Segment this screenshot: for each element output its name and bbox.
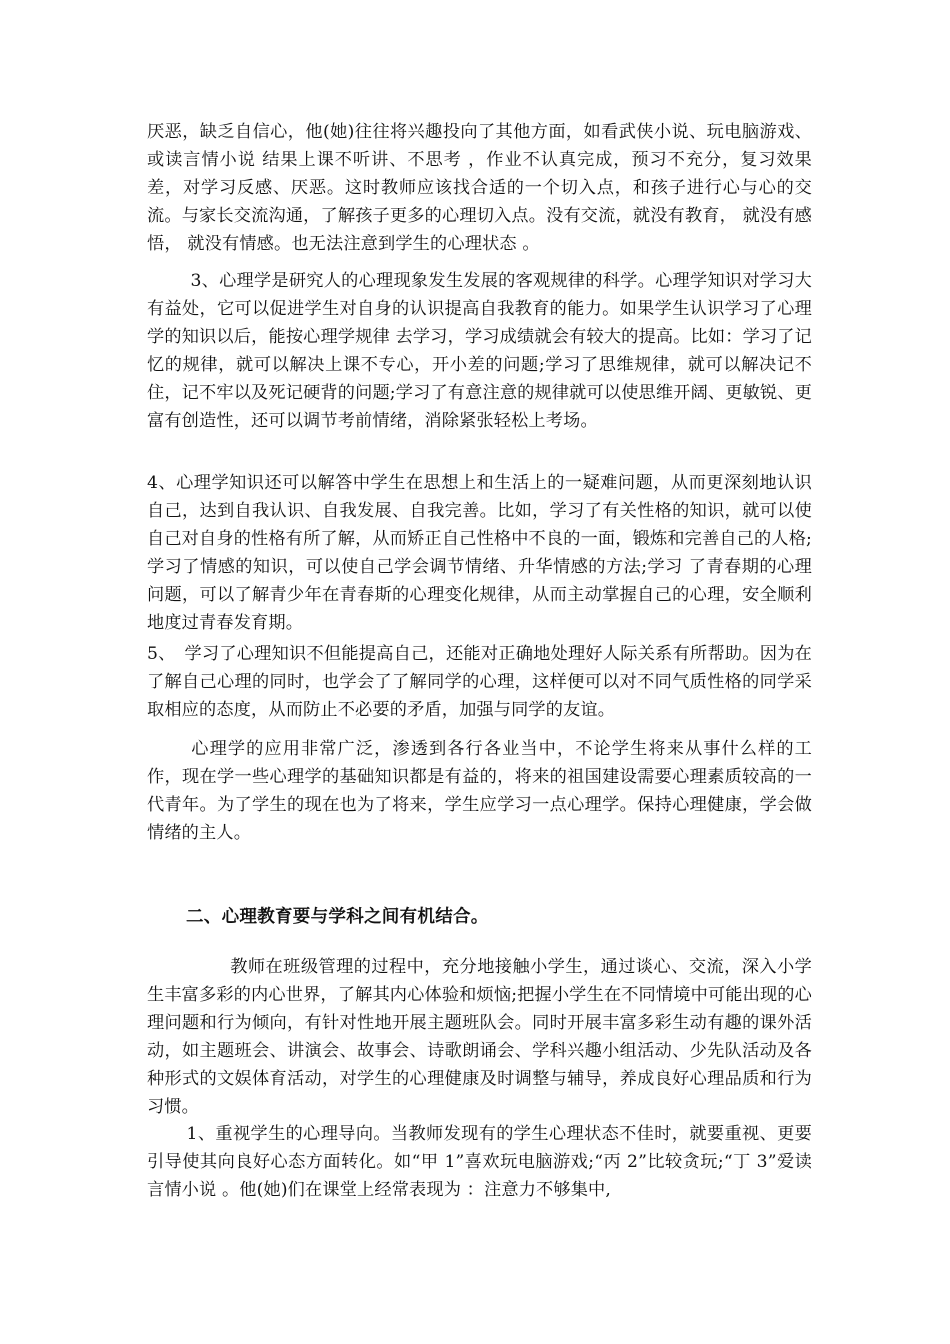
paragraph-point-5: 5、 学习了心理知识不但能提高自己，还能对正确地处理好人际关系有所帮助。因为在了解自己心理的同时，也学会了了解同学的心理，这样便可以对不同气质性格的同学采取相应的态度，从而防止不必要的矛盾，加强与同学的友谊。 xyxy=(147,644,812,720)
paragraph-point-3: 3、心理学是研究人的心理现象发生发展的客观规律的科学。心理学知识对学习大有益处，它可以促进学生对自身的认识提高自我教育的能力。如果学生认识学习了心理学的知识以后，能按心理学规律 去学习，学习成绩就会有较大的提高。比如：学习了记忆的规律，就可以解决上课不专心，开小差的问题;学习了思维规律，就可以解决记不住，记不牢以及死记硬背的问题;学习了有意注意的规律就可以使思维开阔、更敏锐、更富有创造性，还可以调节考前情绪，消除紧张轻松上考场。 xyxy=(147,271,812,431)
paragraph-point-1: 1、重视学生的心理导向。当教师发现有的学生心理状态不佳时，就要重视、更要引导使其向良好心态方面转化。如“甲 1”喜欢玩电脑游戏;“丙 2”比较贪玩;“丁 3”爱读言情小说 。他(她)们在课堂上经常表现为 ：注意力不够集中, xyxy=(147,1124,812,1200)
paragraph-conclusion: 心理学的应用非常广泛，渗透到各行各业当中，不论学生将来从事什么样的工作，现在学一些心理学的基础知识都是有益的，将来的祖国建设需要心理素质较高的一代青年。为了学生的现在也为了将来，学生应学习一点心理学。保持心理健康，学会做情绪的主人。 xyxy=(147,739,812,843)
paragraph-opening: 厌恶，缺乏自信心，他(她)往往将兴趣投向了其他方面，如看武侠小说、玩电脑游戏、或读言情小说 结果上课不听讲、不思考 ，作业不认真完成，预习不充分，复习效果差，对学习反感、厌恶。这时教师应该找合适的一个切入点，和孩子进行心与心的交流。与家长交流沟通，了解孩子更多的心理切入点。没有交流，就没有教育， 就没有感悟， 就没有情感。也无法注意到学生的心理状态 。 xyxy=(147,122,812,254)
paragraph-section-intro: 教师在班级管理的过程中，充分地接触小学生，通过谈心、交流，深入小学生丰富多彩的内心世界，了解其内心体验和烦恼;把握小学生在不同情境中可能出现的心理问题和行为倾向，有针对性地开展主题班队会。同时开展丰富多彩生动有趣的课外活动，如主题班会、讲演会、故事会、诗歌朗诵会、学科兴趣小组活动、少先队活动及各种形式的文娱体育活动，对学生的心理健康及时调整与辅导，养成良好心理品质和行为习惯。 xyxy=(147,957,812,1117)
section-heading: 二、心理教育要与学科之间有机结合。 xyxy=(186,907,489,927)
paragraph-point-4: 4、心理学知识还可以解答中学生在思想上和生活上的一疑难问题，从而更深刻地认识自己，达到自我认识、自我发展、自我完善。比如，学习了有关性格的知识，就可以使自己对自身的性格有所了解，从而矫正自己性格中不良的一面，锻炼和完善自己的人格;学习了情感的知识，可以使自己学会调节情绪、升华情感的方法;学习 了青春期的心理问题，可以了解青少年在青春斯的心理变化规律，从而主动掌握自己的心理，安全顺利地度过青春发育期。 xyxy=(147,473,812,633)
